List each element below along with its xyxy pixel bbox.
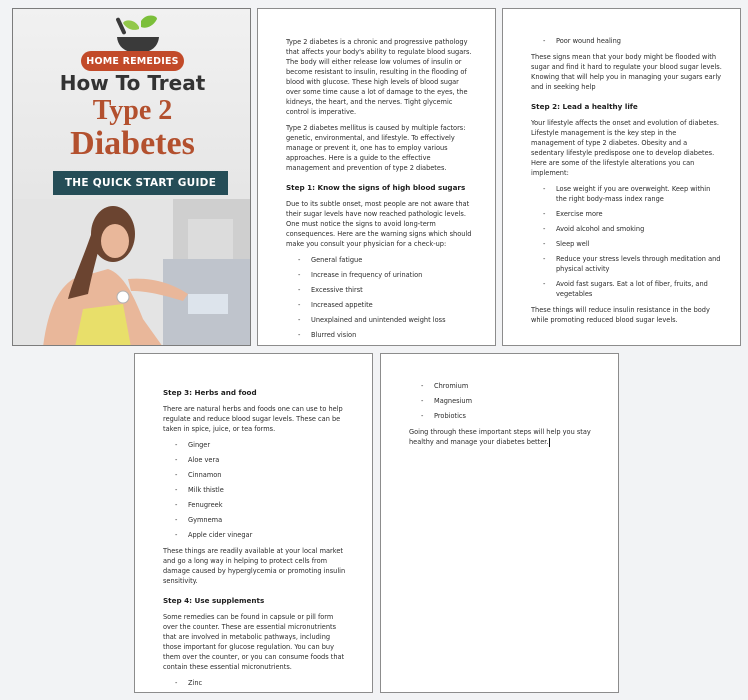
list-item: - Poor wound healing <box>543 36 722 46</box>
list-item: - Excessive thirst <box>298 285 473 295</box>
step3-heading: Step 3: Herbs and food <box>163 388 257 397</box>
list-item: - Cinnamon <box>175 470 350 480</box>
cover-badge: HOME REMEDIES <box>81 51 184 71</box>
list-item: - Blurred vision <box>298 330 473 340</box>
list-item: - Increase in frequency of urination <box>298 270 473 280</box>
list-item: - Aloe vera <box>175 455 350 465</box>
cover-title-line3: Diabetes <box>70 125 195 162</box>
list-item: - Unexplained and unintended weight loss <box>298 315 473 325</box>
signs-summary-paragraph: These signs mean that your body might be flooded with sugar and find it hard to regulate your blood sugar levels. Knowing that will help you in managing your sugars early and in seeking help <box>531 53 722 91</box>
supplements-list-continued <box>409 381 596 421</box>
document-page-3 <box>134 353 373 693</box>
list-item: - Avoid alcohol and smoking <box>543 224 722 234</box>
closing-text: Going through these important steps will help you stay healthy and manage your diabetes better. <box>409 428 591 446</box>
supplements-list <box>163 678 350 688</box>
step2-paragraph: Your lifestyle affects the onset and evolution of diabetes. Lifestyle management is the key step in the management of type 2 diabetes. Obesity and a sedentary lifestyle predispose one to develop diabetes. Here are some of the lifestyle alterations you can implement: <box>531 119 719 177</box>
cover-subtitle-band: THE QUICK START GUIDE <box>53 171 228 195</box>
intro-paragraph-1: Type 2 diabetes is a chronic and progressive pathology that affects your body's ability to regulate blood sugars. The body will either release low volumes of insulin or become resistant to insulin, resulting in the flooding of blood with glucose. These high levels of blood sugar over some time cause a lot of damage to the eyes, the kidneys, the heart, and the nerves. Tight glycemic control is imperative. <box>286 38 472 116</box>
step2-outro-paragraph: These things will reduce insulin resistance in the body while promoting reduced blood sugar levels. <box>531 306 710 324</box>
text-cursor <box>549 438 550 447</box>
closing-paragraph[interactable] <box>409 427 596 447</box>
list-item: - Magnesium <box>421 396 596 406</box>
intro-paragraph-2: Type 2 diabetes mellitus is caused by multiple factors: genetic, environmental, and lifestyle. To effectively manage or prevent it, one has to employ various approaches. Here is a guide to the effective management and prevention of type 2 diabetes. <box>286 124 466 172</box>
list-item: - Apple cider vinegar <box>175 530 350 540</box>
step1-paragraph: Due to its subtle onset, most people are not aware that their sugar levels have now reached pathologic levels. One must notice the signs to avoid long-term consequences. Here are the warning signs which should make you consult your physician for a check-up: <box>286 200 472 248</box>
list-item: - Chromium <box>421 381 596 391</box>
step1-heading: Step 1: Know the signs of high blood sugars <box>286 183 466 192</box>
step2-heading: Step 2: Lead a healthy life <box>531 102 638 111</box>
cover-title-line1: How To Treat <box>59 71 206 95</box>
signs-list <box>286 255 473 340</box>
list-item: - Milk thistle <box>175 485 350 495</box>
cover-title-line2: Type 2 <box>92 95 173 126</box>
cover-page <box>12 8 251 346</box>
document-page-1 <box>257 8 496 346</box>
list-item: - Zinc <box>175 678 350 688</box>
list-item: - Ginger <box>175 440 350 450</box>
list-item: - Exercise more <box>543 209 722 219</box>
list-item: - Probiotics <box>421 411 596 421</box>
step4-heading: Step 4: Use supplements <box>163 596 265 605</box>
cover-photo-woman-glucose-sensor <box>13 199 251 346</box>
lifestyle-list <box>531 184 722 299</box>
list-item: - Fenugreek <box>175 500 350 510</box>
step3-paragraph: There are natural herbs and foods one can use to help regulate and reduce blood sugar levels. These can be taken in spice, juice, or tea forms. <box>163 405 343 433</box>
document-page-4[interactable] <box>380 353 619 693</box>
list-item: - Increased appetite <box>298 300 473 310</box>
document-page-2 <box>502 8 741 346</box>
step3-outro-paragraph: These things are readily available at your local market and go a long way in helping to protect cells from damage caused by hyperglycemia or promoting insulin sensitivity. <box>163 547 346 585</box>
step4-paragraph: Some remedies can be found in capsule or pill form over the counter. These are essential micronutrients that are involved in metabolic pathways, including those important for glucose regulation. You can buy them over the counter, or you can consume foods that contain these essential micronutrients. <box>163 613 345 671</box>
list-item: - Gymnema <box>175 515 350 525</box>
list-item: - Lose weight if you are overweight. Keep within the right body-mass index range <box>543 184 722 204</box>
list-item: - General fatigue <box>298 255 473 265</box>
list-item: - Reduce your stress levels through meditation and physical activity <box>543 254 722 274</box>
herbs-list <box>163 440 350 540</box>
list-item: - Sleep well <box>543 239 722 249</box>
signs-list-continued <box>531 36 722 46</box>
list-item: - Avoid fast sugars. Eat a lot of fiber, fruits, and vegetables <box>543 279 722 299</box>
